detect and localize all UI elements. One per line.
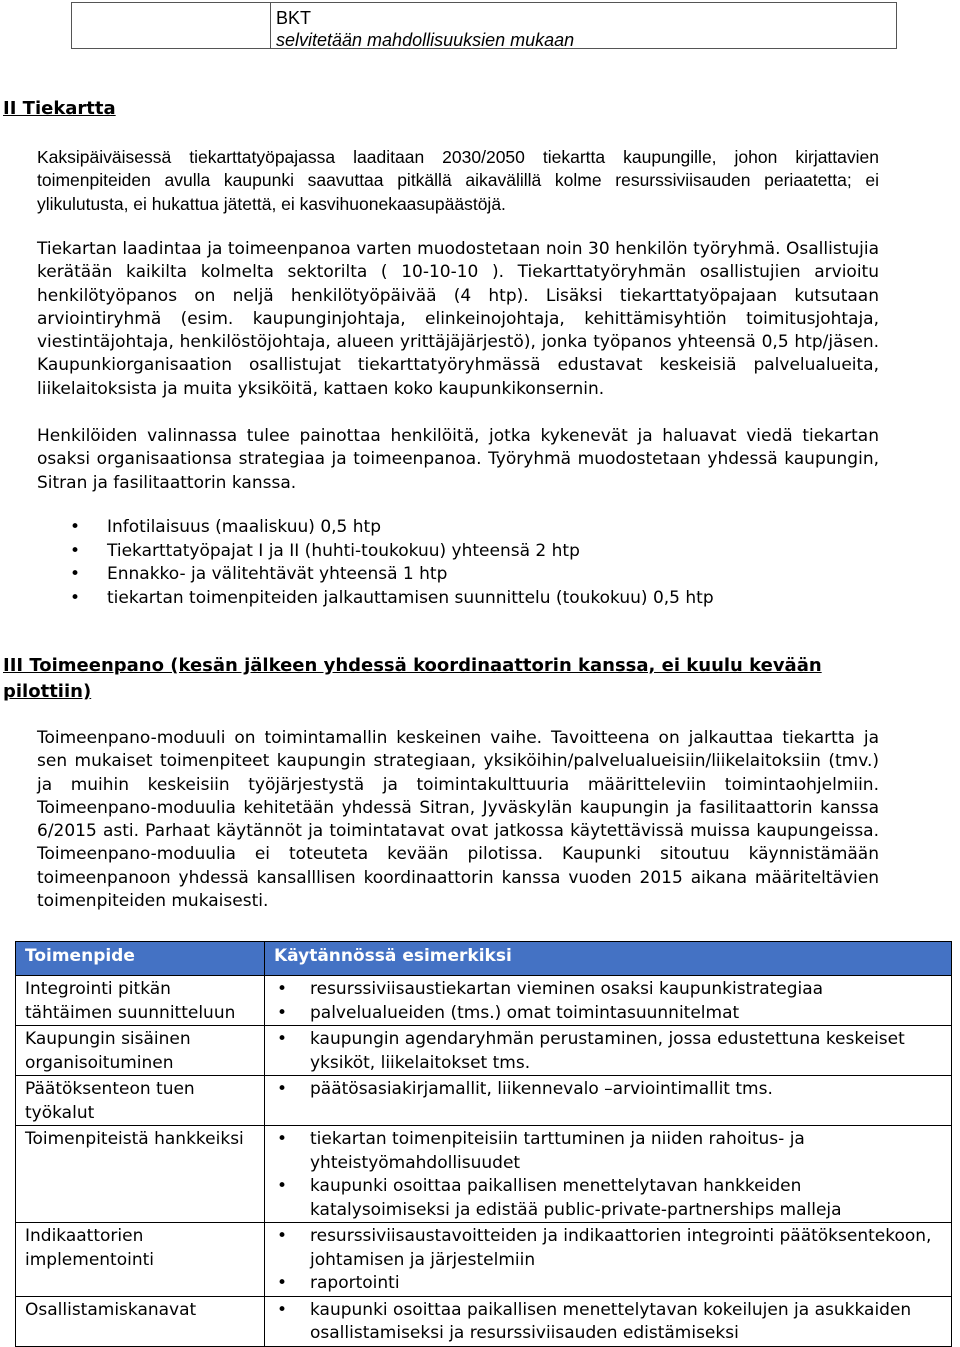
list-item: • Ennakko- ja välitehtävät yhteensä 1 htp [37,563,714,587]
top-info-cell [270,3,896,48]
table-row [16,1223,952,1297]
table-cell-label: Osallistamiskanavat [16,1296,265,1346]
measures-table [15,941,952,1347]
list-item: • raportointi [274,1272,942,1296]
table-row [16,1126,952,1223]
top-info-line1: BKT [276,8,312,28]
workload-bullet-list [37,516,714,610]
top-info-line2: selvitetään mahdollisuuksien mukaan [276,30,575,50]
table-cell-examples [265,1296,952,1346]
section-heading-line2: pilottiin) [3,681,92,702]
list-item: • resurssiviisaustavoitteiden ja indikaattorien integrointi päätöksentekoon, johtamisen ja järjestelmiin [274,1225,942,1272]
table-row [16,976,952,1026]
list-item: • kaupungin agendaryhmän perustaminen, jossa edustettuna keskeiset yksiköt, liikelaitokset tms. [274,1028,942,1075]
table-cell-examples [265,1126,952,1223]
list-item: • päätösasiakirjamallit, liikennevalo –arviointimallit tms. [274,1078,942,1102]
section-heading-toimeenpano [3,653,822,705]
paragraph-toimeenpano: Toimeenpano-moduuli on toimintamallin keskeinen vaihe. Tavoitteena on jalkauttaa tiekartta ja sen mukaiset toimenpiteet kaupungin strategiaan, yksiköihin/palvelualueisiin/liikelaitoksiin (tmv.) ja muihin keskeisiin työjärjestystä ja toimintakulttuuria määritteleviin toimintaohjelmiin. Toimeenpano-moduulia kehitetään yhdessä Sitran, Jyväskylän kaupungin ja fasilitaattorin kanssa 6/2015 asti. Parhaat käytännöt ja toimintatavat ovat jatkossa käytettävissä muissa kaupungeissa. Toimeenpano-moduulia ei toteuteta kevään pilotissa. Kaupunki sitoutuu käynnistämään toimeenpanoon yhdessä kansalllisen koordinaattorin kanssa vuoden 2015 aikana määriteltävien toimenpiteiden mukaisesti. [37,728,879,912]
list-item: • Infotilaisuus (maaliskuu) 0,5 htp [37,516,714,540]
table-row [16,1296,952,1346]
paragraph-tiekartta-intro: Kaksipäiväisessä tiekarttatyöpajassa laaditaan 2030/2050 tiekartta kaupungille, johon kirjattavien toimenpiteiden avulla kaupunki saavuttaa pitkällä aikavälillä kolme resurssiviisauden periaatetta; ei ylikulutusta, ei hukattua jätettä, ei kasvihuonekaasupäästöjä. [37,147,879,214]
section-heading-tiekartta: II Tiekartta [3,98,116,119]
top-info-box [71,2,897,49]
table-cell-examples [265,1223,952,1297]
paragraph-henkiloiden-valinta: Henkilöiden valinnassa tulee painottaa henkilöitä, jotka kykenevät ja haluavat viedä tiekartan osaksi organisaationsa strategiaa ja toimeenpanoa. Työryhmä muodostetaan yhdessä kaupungin, Sitran ja fasilitaattorin kanssa. [37,426,879,493]
paragraph-tyoryhma: Tiekartan laadintaa ja toimeenpanoa varten muodostetaan noin 30 henkilön työryhmä. Osallistujia kerätään kaikilta kolmelta sektorilta ( 10-10-10 ). Tiekarttatyöryhmän osallistujien arvioitu henkilötyöpanos on neljä henkilötyöpäivää (4 htp). Lisäksi tiekarttatyöpajaan kutsutaan arviointiryhmä (esim. kaupunginjohtaja, elinkeinojohtaja, kehittämisyhtiön toimitusjohtaja, viestintäjohtaja, henkilöstöjohtaja, alueen yrittäjäjärjestö), jonka työpanos yhteensä 0,5 htp/jäsen. Kaupunkiorganisaation osallistujat tiekarttatyöryhmässä edustavat keskeisiä palvelualueita, liikelaitoksista ja muita yksiköitä, kattaen koko kaupunkikonsernin. [37,239,879,399]
table-cell-label: Integrointi pitkän tähtäimen suunnitteluun [16,976,265,1026]
table-cell-label: Kaupungin sisäinen organisoituminen [16,1026,265,1076]
table-row [16,1026,952,1076]
list-item: • resurssiviisaustiekartan vieminen osaksi kaupunkistrategiaa [274,978,942,1002]
table-cell-examples [265,1026,952,1076]
list-item: • tiekartan toimenpiteiden jalkauttamisen suunnittelu (toukokuu) 0,5 htp [37,587,714,611]
list-item: • Tiekarttatyöpajat I ja II (huhti-toukokuu) yhteensä 2 htp [37,540,714,564]
list-item: • kaupunki osoittaa paikallisen menettelytavan hankkeiden katalysoimiseksi ja edistää public-private-partnerships malleja [274,1175,942,1222]
table-header-toimenpide: Toimenpide [16,942,265,976]
table-cell-examples [265,976,952,1026]
table-header-row [16,942,952,976]
table-cell-examples [265,1076,952,1126]
table-header-esimerkit: Käytännössä esimerkiksi [265,942,952,976]
list-item: • kaupunki osoittaa paikallisen menettelytavan kokeilujen ja asukkaiden osallistamiseksi ja resurssiviisauden edistämiseksi [274,1299,942,1346]
table-cell-label: Päätöksenteon tuen työkalut [16,1076,265,1126]
table-cell-label: Indikaattorien implementointi [16,1223,265,1297]
list-item: • tiekartan toimenpiteisiin tarttuminen ja niiden rahoitus- ja yhteistyömahdollisuudet [274,1128,942,1175]
list-item: • palvelualueiden (tms.) omat toimintasuunnitelmat [274,1002,942,1026]
table-cell-label: Toimenpiteistä hankkeiksi [16,1126,265,1223]
section-heading-line1: III Toimeenpano (kesän jälkeen yhdessä koordinaattorin kanssa, ei kuulu kevään [3,655,822,676]
table-row [16,1076,952,1126]
